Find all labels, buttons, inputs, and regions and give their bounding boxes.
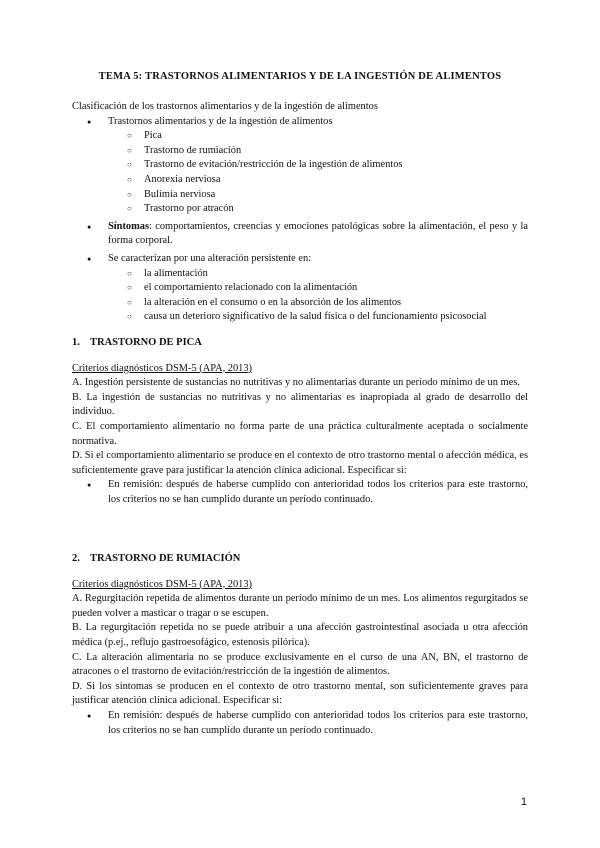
- rumiacion-criterion-d: D. Si los síntomas se producen en el contexto de otro trastorno mental, son suficientemente graves para justificar atención clínica adicional. Especificar si:: [72, 680, 528, 707]
- alteration-item: ○ causa un deterioro significativo de la salud física o del funcionamiento psicosocial: [72, 310, 528, 325]
- alteration-item: ○ la alimentación: [72, 267, 528, 282]
- rumiacion-heading: 2. TRASTORNO DE RUMIACIÓN: [72, 553, 241, 564]
- pica-criterion-b: B. La ingestión de sustancias no nutritivas y no alimentarias es inapropiada al grado de desarrollo del individuo.: [72, 391, 528, 418]
- rumiacion-criterion-b: B. La regurgitación repetida no se puede atribuir a una afección gastrointestinal asociada u otra afección médica (p.ej., reflujo gastroesofágico, estenosis pilórica).: [72, 622, 528, 648]
- rumiacion-criterion-c: C. La alteración alimentaria no se produce exclusivamente en el curso de una AN, BN, el trastorno de atracones o el trastorno de evitación/restricción de la ingestión de alimentos.: [72, 651, 528, 678]
- pica-criterion-c: C. El comportamiento alimentario no forma parte de una práctica culturalmente aceptada o socialmente normativa.: [72, 420, 528, 447]
- alteration-item: ○ la alteración en el consumo o en la absorción de los alimentos: [72, 296, 528, 311]
- rumiacion-criterion-a: A. Regurgitación repetida de alimentos durante un período mínimo de un mes. Los alimentos regurgitados se pueden volver a masticar o tragar o se escupen.: [72, 593, 528, 619]
- sintomas-label: Síntomas: [108, 220, 149, 232]
- rumiacion-section: [72, 552, 528, 738]
- alteration-item: ○ el comportamiento relacionado con la alimentación: [72, 281, 528, 296]
- bullet-trastornos: ● Trastornos alimentarios y de la ingestión de alimentos: [72, 115, 528, 130]
- pica-criterion-d: D. Si el comportamiento alimentario se produce en el contexto de otro trastorno mental o afección médica, es suficientemente grave para justificar la atención clínica adicional. Especificar si:: [72, 450, 528, 476]
- type-item: ○ Trastorno de rumiación: [72, 144, 528, 159]
- type-item: ○ Bulimia nerviosa: [72, 188, 528, 203]
- type-item: ○ Pica: [72, 129, 528, 144]
- rumiacion-criteria-title: Criterios diagnósticos DSM-5 (APA, 2013): [72, 578, 253, 590]
- rumiacion-remission: ● En remisión: después de haberse cumplido con anterioridad todos los criterios para este trastorno, los criterios no se han cumplido durante un período continuado.: [72, 709, 528, 738]
- classification-heading: Clasificación de los trastornos alimentarios y de la ingestión de alimentos: [72, 101, 378, 112]
- type-item: ○ Trastorno de evitación/restricción de la ingestión de alimentos: [72, 158, 528, 173]
- pica-criterion-a: A. Ingestión persistente de sustancias no nutritivas y no alimentarias durante un período mínimo de un mes.: [72, 377, 520, 389]
- type-item: ○ Anorexia nerviosa: [72, 173, 528, 188]
- pica-heading: 1. TRASTORNO DE PICA: [72, 337, 202, 348]
- bullet-alteracion: ● Se caracterizan por una alteración persistente en:: [72, 252, 528, 267]
- pica-remission: ● En remisión: después de haberse cumplido con anterioridad todos los criterios para este trastorno, los criterios no se han cumplido durante un período continuado.: [72, 478, 528, 507]
- pica-criteria-title: Criterios diagnósticos DSM-5 (APA, 2013): [72, 362, 253, 374]
- bullet-sintomas: [72, 220, 528, 249]
- classification-section: [72, 100, 528, 325]
- page-number: 1: [520, 796, 527, 808]
- type-item: ○ Trastorno por atracón: [72, 202, 528, 217]
- sintomas-text: : comportamientos, creencias y emociones patológicas sobre la alimentación, el peso y la forma corporal.: [108, 220, 528, 247]
- document-title: TEMA 5: TRASTORNOS ALIMENTARIOS Y DE LA INGESTIÓN DE ALIMENTOS: [98, 71, 502, 82]
- pica-section: [72, 336, 528, 508]
